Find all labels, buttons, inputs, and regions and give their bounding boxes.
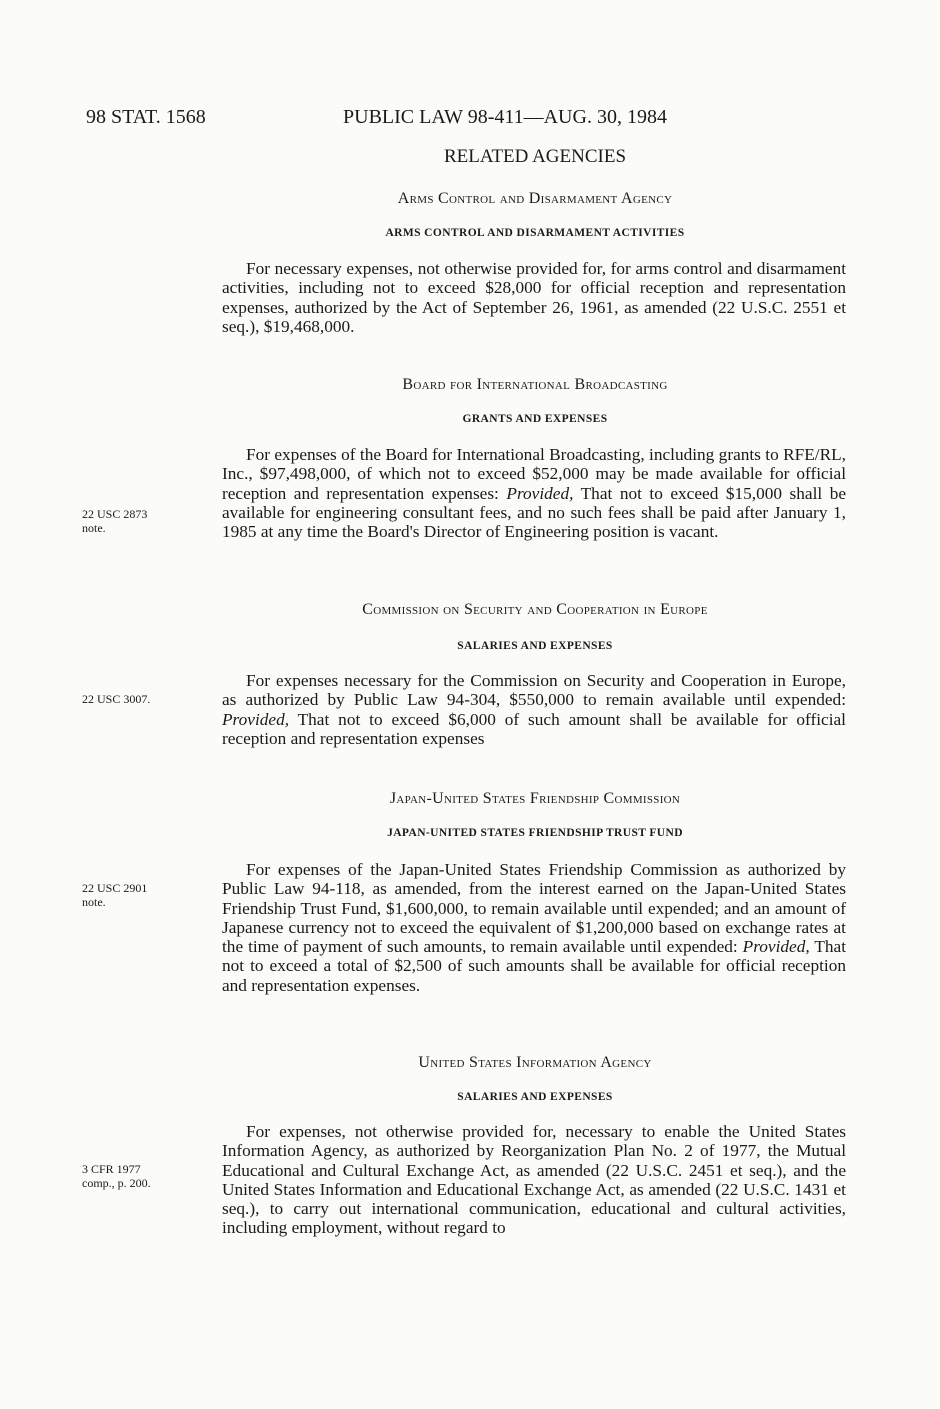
margin-citation: 22 USC 2873 bbox=[82, 507, 148, 521]
jusfc-paragraph bbox=[222, 860, 846, 995]
jusfc-subheading: JAPAN-UNITED STATES FRIENDSHIP TRUST FUND bbox=[387, 827, 683, 839]
jusfc-heading: Japan-United States Friendship Commission bbox=[389, 790, 681, 807]
jusfc-text-after: That not to exceed a total of $2,500 of such amounts shall be available for official reception and representation expenses. bbox=[222, 937, 846, 995]
bib-subheading: GRANTS AND EXPENSES bbox=[462, 413, 608, 425]
csce-heading: Commission on Security and Cooperation in Europe bbox=[362, 601, 708, 618]
usia-paragraph: For expenses, not otherwise provided for, necessary to enable the United States Information Agency, as authorized by Reorganization Plan No. 2 of 1977, the Mutual Educational and Cultural Exchange Act, as amended (22 U.S.C. 2451 et seq.), and the United States Information and Educational Exchange Act, as amended (22 U.S.C. 1431 et seq.), to carry out international communication, educational and cultural activities, including employment, without regard to bbox=[222, 1122, 846, 1238]
bib-text-before: For expenses of the Board for International Broadcasting, including grants to RFE/RL, Inc., $97,498,000, of which not to exceed $52,000 may be made available for official reception and representation expenses: bbox=[222, 445, 846, 503]
bib-text-after: That not to exceed $15,000 shall be available for engineering consultant fees, and no such fees shall be paid after January 1, 1985 at any time the Board's Director of Engineering position is vacant. bbox=[222, 483, 847, 542]
jusfc-proviso: Provided, bbox=[742, 937, 810, 957]
jusfc-text-before: For expenses of the Japan-United States Friendship Commission as authorized by Public Law 94-118, as amended, from the interest earned on the Japan-United States Friendship Trust Fund, $1,600,000, to remain available until expended; and an amount of Japanese currency not to exceed the equivalent of $1,200,000 based on exchange rates at the time of payment of such amounts, to remain available until expended: bbox=[222, 860, 846, 957]
margin-note-suffix: note. bbox=[82, 895, 106, 909]
margin-citation: 22 USC 2901 bbox=[82, 881, 148, 895]
acda-heading: Arms Control and Disarmament Agency bbox=[397, 190, 673, 207]
usia-subheading: SALARIES AND EXPENSES bbox=[457, 1091, 613, 1103]
section-title: RELATED AGENCIES bbox=[443, 146, 627, 167]
public-law-citation: PUBLIC LAW 98-411—AUG. 30, 1984 bbox=[343, 106, 667, 128]
margin-citation: 22 USC 3007. bbox=[82, 692, 151, 706]
margin-citation: 3 CFR 1977 bbox=[82, 1162, 141, 1176]
csce-subheading: SALARIES AND EXPENSES bbox=[457, 640, 613, 652]
csce-text-after: That not to exceed $6,000 of such amount shall be available for official reception and representation expenses bbox=[222, 709, 846, 748]
bib-proviso: Provided, bbox=[506, 483, 574, 503]
acda-subheading: ARMS CONTROL AND DISARMAMENT ACTIVITIES bbox=[385, 227, 685, 239]
bib-paragraph bbox=[222, 445, 846, 541]
csce-margin-note bbox=[82, 692, 202, 706]
margin-note-suffix: comp., p. 200. bbox=[82, 1176, 151, 1190]
usia-heading: United States Information Agency bbox=[418, 1054, 652, 1071]
bib-heading: Board for International Broadcasting bbox=[402, 376, 668, 393]
stat-page-number: 98 STAT. 1568 bbox=[86, 106, 206, 128]
csce-paragraph bbox=[222, 671, 846, 748]
csce-text-before: For expenses necessary for the Commission on Security and Cooperation in Europe, as authorized by Public Law 94-304, $550,000 to remain available until expended: bbox=[222, 671, 846, 710]
csce-proviso: Provided, bbox=[222, 709, 290, 729]
bib-margin-note bbox=[82, 507, 202, 535]
margin-note-suffix: note. bbox=[82, 521, 106, 535]
acda-paragraph: For necessary expenses, not otherwise provided for, for arms control and disarmament activities, including not to exceed $28,000 for official reception and representation expenses, authorized by the Act of September 26, 1961, as amended (22 U.S.C. 2551 et seq.), $19,468,000. bbox=[222, 259, 846, 336]
jusfc-margin-note bbox=[82, 881, 202, 909]
usia-margin-note bbox=[82, 1162, 202, 1190]
